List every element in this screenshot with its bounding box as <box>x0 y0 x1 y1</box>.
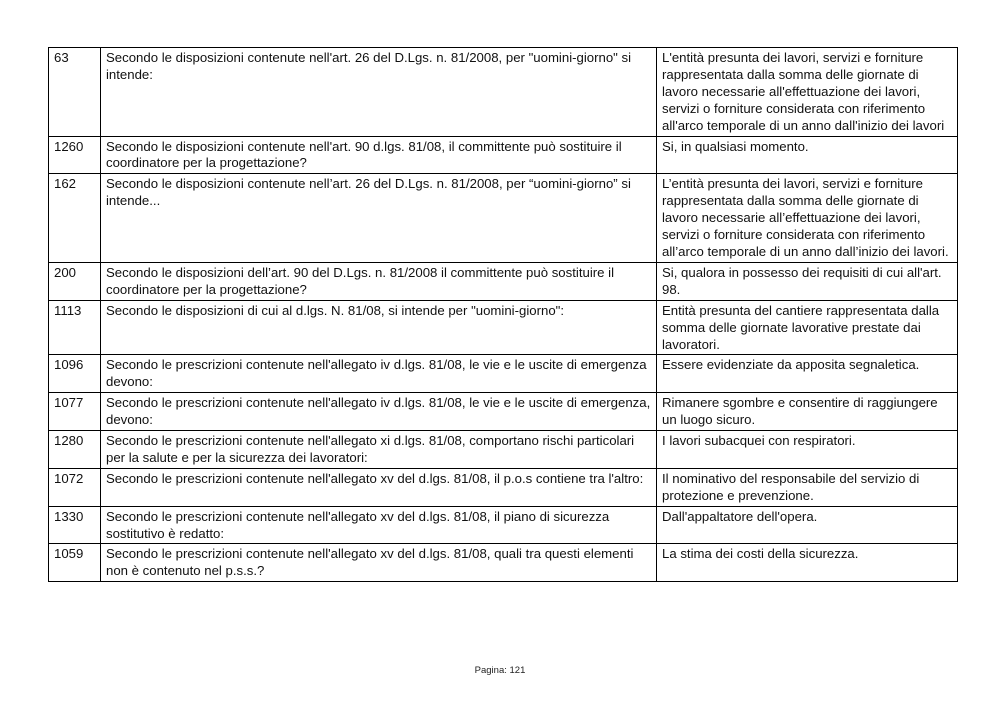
answer-text: I lavori subacquei con respiratori. <box>657 431 958 469</box>
questions-table <box>48 47 958 582</box>
answer-text: L’entità presunta dei lavori, servizi e forniture rappresentata dalla somma delle giornate di lavoro necessarie all’effettuazione dei lavori, servizi o forniture considerata con riferimento all’arco temporale di un anno dall’inizio dei lavori. <box>657 174 958 263</box>
answer-text: Essere evidenziate da apposita segnaletica. <box>657 355 958 393</box>
question-text: Secondo le disposizioni dell’art. 90 del D.Lgs. n. 81/2008 il committente può sostituire il coordinatore per la progettazione? <box>101 262 657 300</box>
question-text: Secondo le prescrizioni contenute nell'allegato xi d.lgs. 81/08, comportano rischi particolari per la salute e per la sicurezza dei lavoratori: <box>101 431 657 469</box>
table-row <box>49 48 958 137</box>
table-row <box>49 468 958 506</box>
question-id: 162 <box>49 174 101 263</box>
table-row <box>49 393 958 431</box>
question-id: 1280 <box>49 431 101 469</box>
page-number: Pagina: 121 <box>474 665 526 676</box>
question-id: 1077 <box>49 393 101 431</box>
question-id: 1330 <box>49 506 101 544</box>
question-text: Secondo le prescrizioni contenute nell'allegato iv d.lgs. 81/08, le vie e le uscite di emergenza devono: <box>101 355 657 393</box>
answer-text: Entità presunta del cantiere rappresentata dalla somma delle giornate lavorative prestate dai lavoratori. <box>657 300 958 355</box>
question-id: 1260 <box>49 136 101 174</box>
question-text: Secondo le prescrizioni contenute nell'allegato xv del d.lgs. 81/08, quali tra questi elementi non è contenuto nel p.s.s.? <box>101 544 657 582</box>
question-id: 1096 <box>49 355 101 393</box>
questions-table-body <box>49 48 958 582</box>
answer-text: Si, qualora in possesso dei requisiti di cui all'art. 98. <box>657 262 958 300</box>
question-text: Secondo le prescrizioni contenute nell'allegato xv del d.lgs. 81/08, il p.o.s contiene tra l'altro: <box>101 468 657 506</box>
question-text: Secondo le prescrizioni contenute nell'allegato xv del d.lgs. 81/08, il piano di sicurezza sostitutivo è redatto: <box>101 506 657 544</box>
table-row <box>49 174 958 263</box>
question-id: 63 <box>49 48 101 137</box>
question-text: Secondo le prescrizioni contenute nell'allegato iv d.lgs. 81/08, le vie e le uscite di emergenza, devono: <box>101 393 657 431</box>
question-id: 1059 <box>49 544 101 582</box>
table-row <box>49 262 958 300</box>
answer-text: Si, in qualsiasi momento. <box>657 136 958 174</box>
question-text: Secondo le disposizioni contenute nell'art. 90 d.lgs. 81/08, il committente può sostituire il coordinatore per la progettazione? <box>101 136 657 174</box>
question-text: Secondo le disposizioni di cui al d.lgs. N. 81/08, si intende per "uomini-giorno": <box>101 300 657 355</box>
question-id: 1113 <box>49 300 101 355</box>
answer-text: La stima dei costi della sicurezza. <box>657 544 958 582</box>
table-row <box>49 506 958 544</box>
answer-text: L'entità presunta dei lavori, servizi e forniture rappresentata dalla somma delle giornate di lavoro necessarie all'effettuazione dei lavori, servizi o forniture considerata con riferimento all'arco temporale di un anno dall'inizio dei lavori <box>657 48 958 137</box>
answer-text: Il nominativo del responsabile del servizio di protezione e prevenzione. <box>657 468 958 506</box>
question-id: 200 <box>49 262 101 300</box>
table-row <box>49 136 958 174</box>
table-row <box>49 544 958 582</box>
table-row <box>49 355 958 393</box>
question-id: 1072 <box>49 468 101 506</box>
answer-text: Rimanere sgombre e consentire di raggiungere un luogo sicuro. <box>657 393 958 431</box>
answer-text: Dall'appaltatore dell'opera. <box>657 506 958 544</box>
question-text: Secondo le disposizioni contenute nell'art. 26 del D.Lgs. n. 81/2008, per "uomini-giorno" si intende: <box>101 48 657 137</box>
table-row <box>49 300 958 355</box>
question-text: Secondo le disposizioni contenute nell’art. 26 del D.Lgs. n. 81/2008, per “uomini-giorno” si intende... <box>101 174 657 263</box>
table-row <box>49 431 958 469</box>
